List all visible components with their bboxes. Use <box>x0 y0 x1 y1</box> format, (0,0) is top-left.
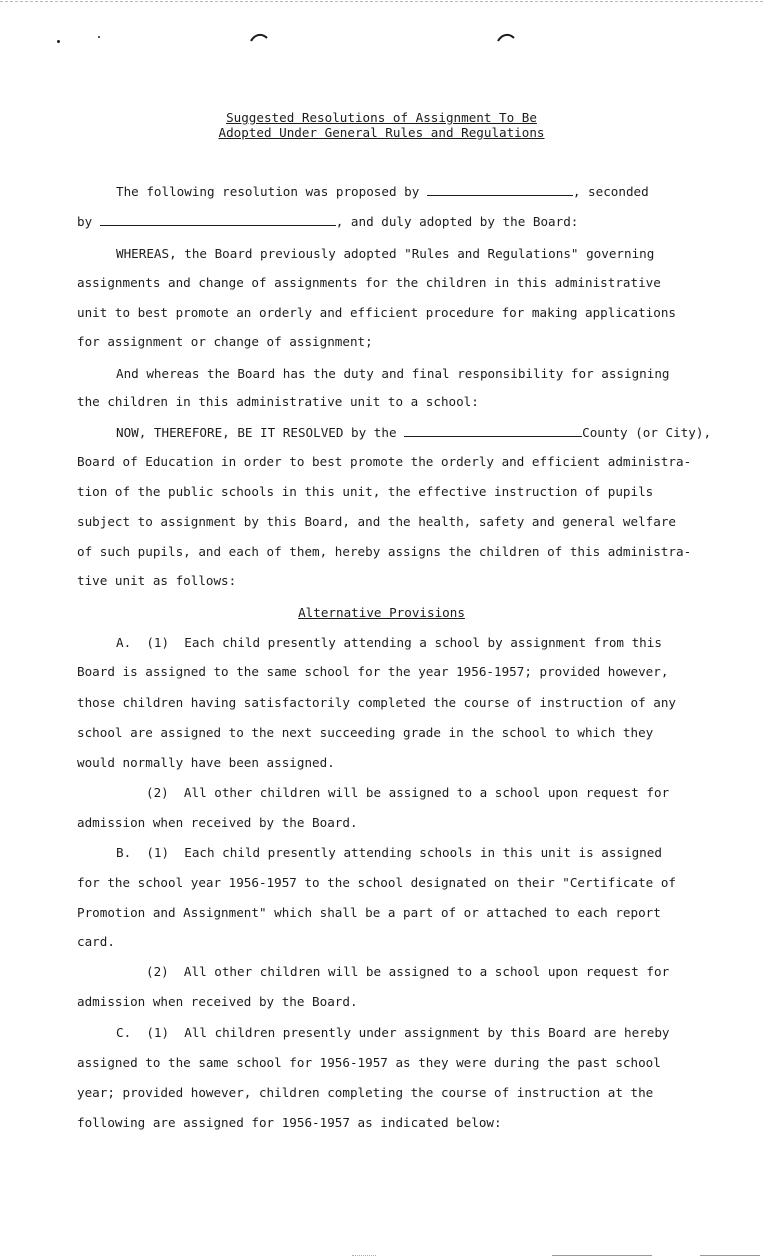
provision-a1-line: Board is assigned to the same school for the year 1956-1957; provided however, <box>77 664 669 679</box>
resolved-line: tion of the public schools in this unit, the effective instruction of pupils <box>77 484 654 499</box>
scan-edge-dashes <box>0 1 763 2</box>
proposer-blank[interactable] <box>427 194 573 196</box>
document-title-line-1: Suggested Resolutions of Assignment To Be <box>226 110 537 125</box>
document-title-line-2: Adopted Under General Rules and Regulations <box>218 125 545 140</box>
alternative-provisions-heading: Alternative Provisions <box>298 605 465 620</box>
intro-line-1: The following resolution was proposed by , seconded <box>116 184 649 199</box>
binder-hole-mark <box>497 32 515 42</box>
intro-line-2: by , and duly adopted by the Board: <box>77 214 579 229</box>
scan-edge-line <box>700 1255 760 1256</box>
seconder-blank[interactable] <box>100 224 336 226</box>
scan-edge-line <box>552 1255 652 1256</box>
scan-speck <box>57 40 60 43</box>
whereas-line: WHEREAS, the Board previously adopted "Rules and Regulations" governing <box>116 246 655 261</box>
provision-b1-line: Promotion and Assignment" which shall be a part of or attached to each report <box>77 905 661 920</box>
provision-a1-line: A. (1) Each child presently attending a school by assignment from this <box>116 635 662 650</box>
provision-a2-line: admission when received by the Board. <box>77 815 358 830</box>
resolved-line: of such pupils, and each of them, hereby assigns the children of this administra- <box>77 544 692 559</box>
whereas-line: for assignment or change of assignment; <box>77 334 373 349</box>
whereas-line: assignments and change of assignments for the children in this administrative <box>77 275 661 290</box>
whereas-line: unit to best promote an orderly and efficient procedure for making applications <box>77 305 676 320</box>
resolved-line: subject to assignment by this Board, and the health, safety and general welfare <box>77 514 676 529</box>
provision-a1-line: those children having satisfactorily completed the course of instruction of any <box>77 695 676 710</box>
provision-b2-line: admission when received by the Board. <box>77 994 358 1009</box>
binder-hole-mark <box>250 32 268 42</box>
resolved-line: Board of Education in order to best promote the orderly and efficient administra- <box>77 454 692 469</box>
resolved-line-1: NOW, THEREFORE, BE IT RESOLVED by the County (or City), <box>116 425 712 440</box>
and-whereas-line: And whereas the Board has the duty and final responsibility for assigning <box>116 366 670 381</box>
provision-b1-line: for the school year 1956-1957 to the school designated on their "Certificate of <box>77 875 676 890</box>
scan-edge-line <box>352 1255 376 1256</box>
scan-speck <box>98 36 100 38</box>
provision-a1-line: school are assigned to the next succeeding grade in the school to which they <box>77 725 654 740</box>
resolved-line: tive unit as follows: <box>77 573 237 588</box>
and-whereas-line: the children in this administrative unit to a school: <box>77 394 479 409</box>
provision-b1-line: B. (1) Each child presently attending schools in this unit is assigned <box>116 845 662 860</box>
provision-a2-line: (2) All other children will be assigned to a school upon request for <box>146 785 670 800</box>
provision-b2-line: (2) All other children will be assigned to a school upon request for <box>146 964 670 979</box>
provision-c1-line: C. (1) All children presently under assignment by this Board are hereby <box>116 1025 670 1040</box>
provision-a1-line: would normally have been assigned. <box>77 755 335 770</box>
provision-c1-line: following are assigned for 1956-1957 as indicated below: <box>77 1115 502 1130</box>
county-blank[interactable] <box>404 435 582 437</box>
provision-c1-line: assigned to the same school for 1956-1957 as they were during the past school <box>77 1055 661 1070</box>
provision-b1-line: card. <box>77 934 115 949</box>
provision-c1-line: year; provided however, children completing the course of instruction at the <box>77 1085 654 1100</box>
